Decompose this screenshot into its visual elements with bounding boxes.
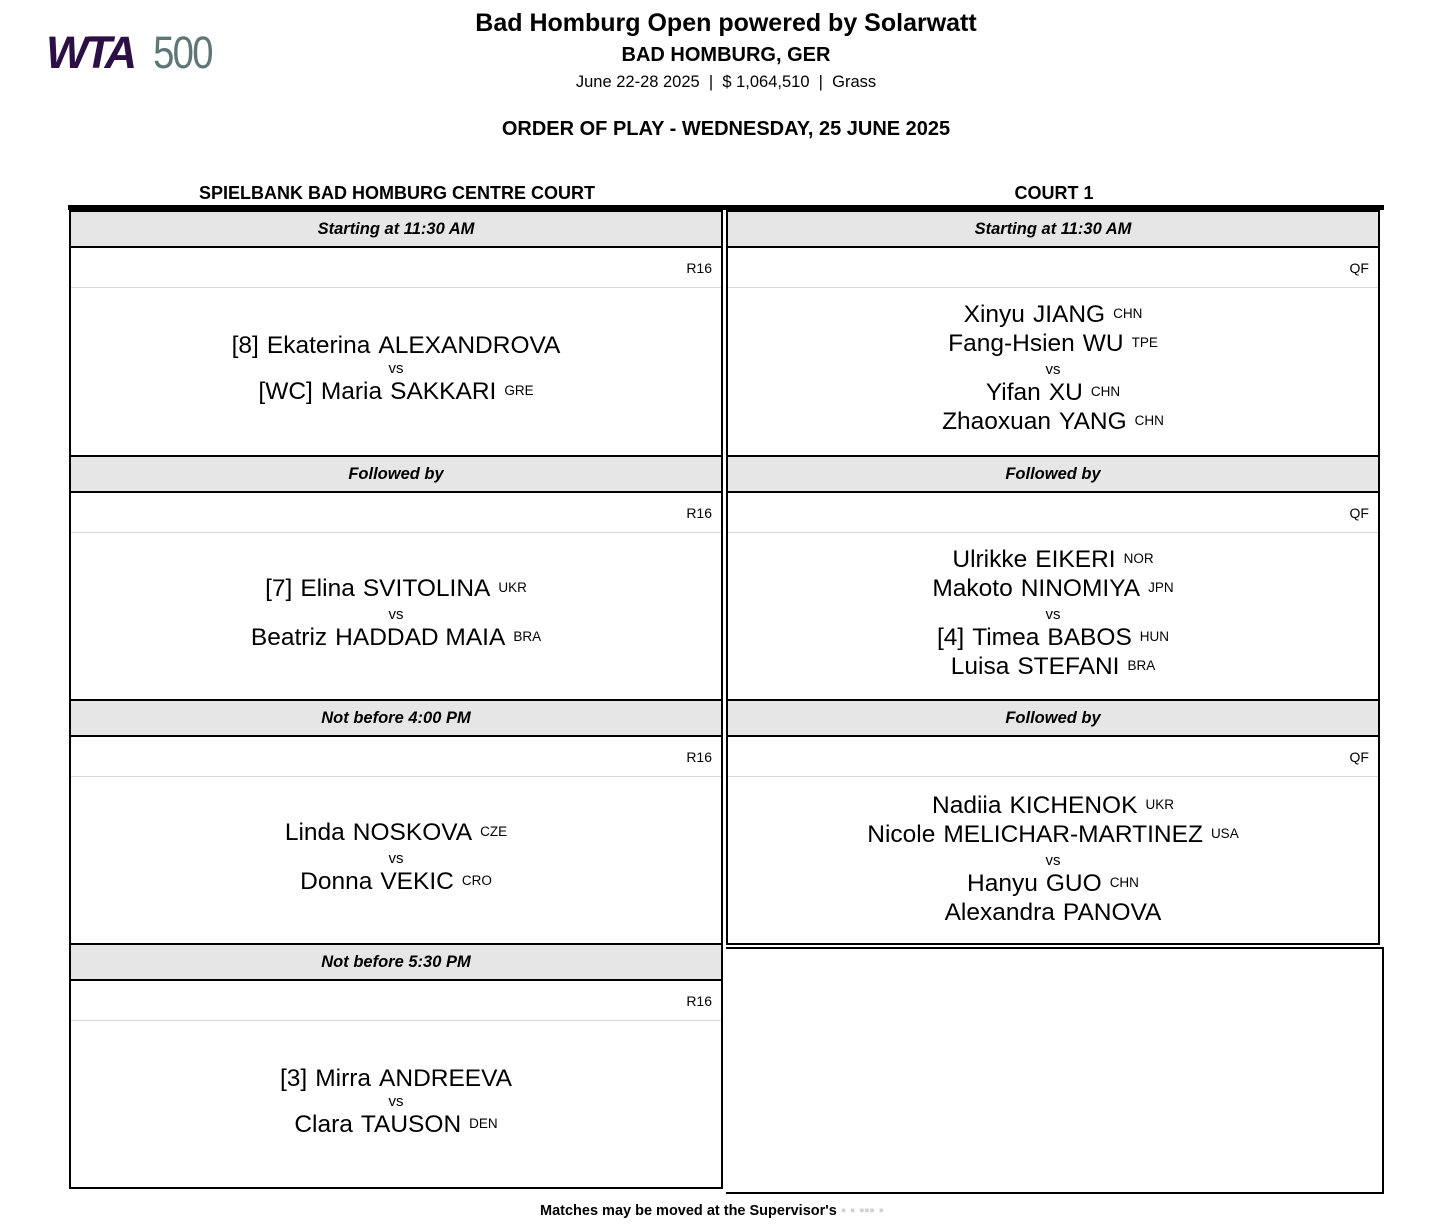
player-country: BRA	[513, 629, 542, 644]
player-row	[986, 380, 1120, 409]
footer-faded-text: ▪ ▪ ▪▪▪ ▪	[840, 1203, 884, 1219]
player-last-name: WU	[1082, 330, 1124, 357]
player-seed: [WC]	[258, 377, 313, 405]
match-players	[728, 777, 1378, 941]
player-row	[964, 302, 1143, 331]
player-country: BRA	[1127, 658, 1156, 673]
player-first-name: Makoto	[932, 575, 1013, 602]
player-last-name: KICHENOK	[1009, 791, 1138, 819]
vs-label: vs	[1045, 606, 1061, 623]
player-row	[294, 1112, 497, 1141]
logo-tier-text: 500	[153, 30, 212, 74]
court-title-court1: COURT 1	[1014, 183, 1094, 203]
player-row	[285, 820, 507, 849]
match-players	[71, 777, 721, 941]
player-first-name: Nadiia	[932, 791, 1002, 819]
slot-header: Followed by	[728, 457, 1378, 493]
player-last-name: STEFANI	[1017, 653, 1120, 680]
player-country: CHN	[1134, 413, 1164, 428]
player-first-name: Clara	[294, 1110, 353, 1138]
match-slot	[69, 701, 723, 945]
vs-label: vs	[388, 1092, 404, 1110]
tournament-title: Bad Homburg Open powered by Solarwatt	[475, 9, 977, 37]
match-slot	[726, 457, 1380, 701]
match-players	[728, 288, 1378, 452]
match-slot	[726, 701, 1380, 945]
player-last-name: EIKERI	[1035, 546, 1116, 573]
player-last-name: MELICHAR-MARTINEZ	[943, 820, 1203, 848]
player-row	[932, 793, 1174, 822]
order-of-play-title: ORDER OF PLAY - WEDNESDAY, 25 JUNE 2025	[501, 118, 951, 140]
match-slot	[69, 457, 723, 701]
round-label: QF	[728, 737, 1378, 777]
player-first-name: Alexandra	[944, 898, 1055, 926]
player-country: CHN	[1113, 306, 1143, 321]
slot-header: Not before 4:00 PM	[71, 701, 721, 737]
player-last-name: ALEXANDROVA	[378, 331, 561, 359]
player-country: CHN	[1090, 384, 1121, 399]
round-label: QF	[728, 248, 1378, 288]
vs-label: vs	[1045, 851, 1061, 869]
player-seed: [7]	[265, 575, 293, 602]
player-last-name: ANDREEVA	[379, 1064, 512, 1092]
player-country: HUN	[1139, 629, 1170, 644]
player-last-name: GUO	[1045, 869, 1102, 897]
player-country: TPE	[1131, 335, 1158, 350]
player-country: CRO	[461, 873, 492, 888]
player-country: CZE	[480, 824, 508, 839]
player-row	[932, 576, 1173, 605]
player-row	[258, 379, 533, 408]
round-label: R16	[71, 493, 721, 533]
player-row	[937, 625, 1169, 654]
player-first-name: Fang-Hsien	[948, 330, 1075, 357]
slot-header: Starting at 11:30 AM	[728, 212, 1378, 248]
player-last-name: HADDAD MAIA	[335, 624, 506, 651]
match-slot	[69, 945, 723, 1189]
player-first-name: Mirra	[315, 1064, 372, 1092]
match-players	[728, 533, 1378, 697]
tournament-details: June 22-28 2025 | $ 1,064,510 | Grass	[575, 73, 877, 91]
player-last-name: TAUSON	[360, 1110, 462, 1138]
player-last-name: NINOMIYA	[1020, 575, 1141, 602]
tournament-location: BAD HOMBURG, GER	[621, 44, 831, 66]
player-row	[951, 654, 1155, 683]
player-seed: [3]	[279, 1064, 308, 1092]
match-players	[71, 288, 721, 452]
player-country: CHN	[1109, 874, 1139, 890]
round-label: R16	[71, 737, 721, 777]
match-players	[71, 1021, 721, 1185]
footer-text: Matches may be moved at the Supervisor's	[540, 1203, 837, 1219]
match-players	[71, 533, 721, 697]
player-first-name: Donna	[300, 868, 373, 895]
player-seed: [4]	[936, 624, 965, 651]
round-label: R16	[71, 248, 721, 288]
slot-header: Not before 5:30 PM	[71, 945, 721, 981]
player-last-name: JIANG	[1032, 301, 1106, 328]
player-row	[265, 576, 527, 605]
player-country: JPN	[1148, 580, 1174, 595]
player-row	[942, 409, 1164, 438]
player-first-name: Hanyu	[967, 869, 1038, 897]
player-row	[251, 625, 541, 654]
player-first-name: Ekaterina	[266, 331, 371, 359]
logo-wta-text: WTA	[46, 30, 134, 74]
player-country: UKR	[498, 580, 527, 595]
player-row	[952, 547, 1153, 576]
match-slot	[69, 210, 723, 457]
player-first-name: Yifan	[985, 379, 1041, 406]
court-column-court1	[726, 210, 1380, 945]
player-first-name: Ulrikke	[952, 546, 1028, 573]
player-first-name: Luisa	[950, 653, 1010, 680]
player-row	[300, 869, 492, 898]
player-first-name: Maria	[320, 377, 383, 405]
match-slot	[726, 210, 1380, 457]
player-row	[280, 1066, 512, 1092]
player-row	[867, 822, 1238, 851]
player-first-name: Xinyu	[963, 301, 1025, 328]
vs-label: vs	[388, 606, 404, 623]
player-last-name: PANOVA	[1062, 898, 1162, 926]
player-row	[232, 333, 561, 359]
player-row	[945, 900, 1162, 926]
player-last-name: NOSKOVA	[352, 819, 473, 846]
player-first-name: Elina	[300, 575, 355, 602]
player-last-name: SVITOLINA	[362, 575, 491, 602]
slot-header: Followed by	[728, 701, 1378, 737]
player-first-name: Linda	[284, 819, 345, 846]
player-last-name: BABOS	[1047, 624, 1132, 651]
player-country: NOR	[1123, 551, 1154, 566]
player-first-name: Beatriz	[250, 624, 328, 651]
empty-slot	[726, 947, 1384, 1194]
footer-note	[540, 1203, 884, 1219]
vs-label: vs	[1045, 361, 1061, 378]
player-last-name: YANG	[1059, 408, 1127, 435]
court-column-centre	[69, 210, 723, 1189]
player-country: UKR	[1145, 796, 1174, 812]
player-seed: [8]	[231, 331, 259, 359]
player-row	[948, 331, 1158, 360]
player-country: USA	[1210, 825, 1239, 841]
player-country: DEN	[469, 1115, 498, 1131]
player-first-name: Nicole	[867, 820, 936, 848]
player-country: GRE	[504, 382, 534, 398]
vs-label: vs	[388, 359, 404, 377]
round-label: R16	[71, 981, 721, 1021]
player-row	[967, 871, 1139, 900]
player-last-name: VEKIC	[380, 868, 454, 895]
slot-header: Starting at 11:30 AM	[71, 212, 721, 248]
round-label: QF	[728, 493, 1378, 533]
player-last-name: SAKKARI	[390, 377, 497, 405]
vs-label: vs	[388, 850, 404, 867]
player-last-name: XU	[1048, 379, 1083, 406]
slot-header: Followed by	[71, 457, 721, 493]
court-title-centre: SPIELBANK BAD HOMBURG CENTRE COURT	[199, 183, 595, 203]
player-first-name: Zhaoxuan	[942, 408, 1052, 435]
player-first-name: Timea	[972, 624, 1040, 651]
